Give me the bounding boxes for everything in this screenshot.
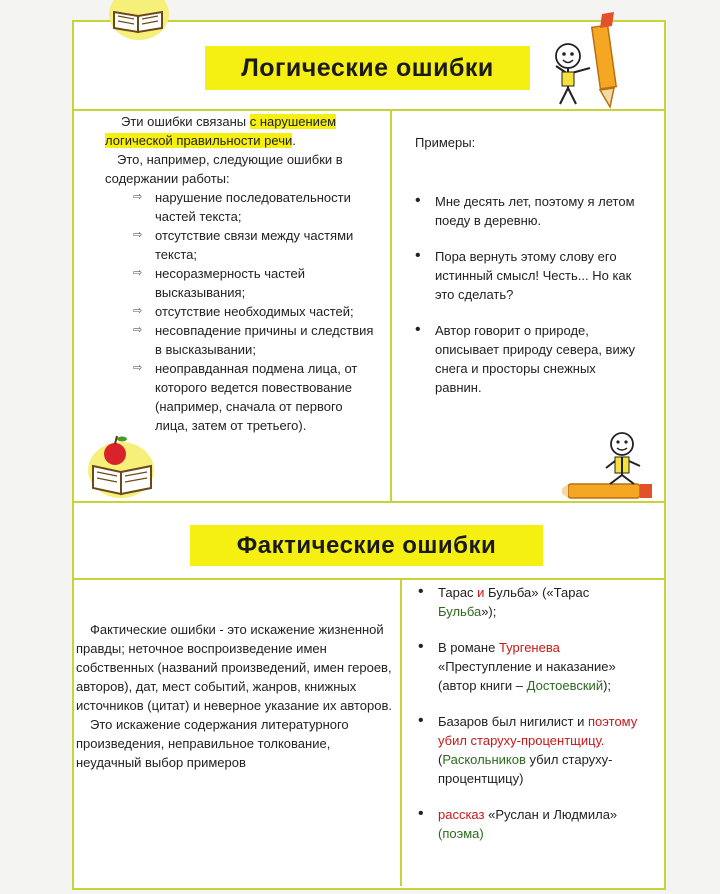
logical-examples xyxy=(415,133,645,414)
logical-error-list xyxy=(105,188,390,435)
divider-factual-columns xyxy=(400,578,402,886)
book-apple-icon-2 xyxy=(85,432,163,502)
arrow-right-icon: ⇨ xyxy=(133,267,143,279)
pencil-kid-sitting-icon xyxy=(562,430,658,502)
list-item: • Пора вернуть этому слову его истинный смысл! Честь... Но как это сделать? xyxy=(415,247,632,302)
divider-logical-columns xyxy=(390,110,392,502)
factual-para-2: Это искажение содержания литературного произведения, неправильное толкование, неудачный выбор примеров xyxy=(76,717,349,770)
list-item: • рассказ «Руслан и Людмила» (поэма) xyxy=(418,805,618,841)
intro-highlight: с нарушением логической правильности речи xyxy=(105,114,337,148)
list-item: • Базаров был нигилист и поэтому убил старуху-процентщицу. (Раскольников убил старуху-процентщицу) xyxy=(418,712,638,786)
divider-factual xyxy=(72,578,666,580)
list-item: • Тарас и Бульба» («Тарас Бульба»); xyxy=(418,583,590,619)
list-item: ⇨ несовпадение причины и следствия в высказывании; xyxy=(133,323,374,357)
factual-para-1: Фактические ошибки - это искажение жизненной правды; неточное воспроизведение имен собственных (названий произведений, имен героев, авторов), дат, мест событий, жанров, книжных источников (цитат) и неверное указание их авторов. xyxy=(76,622,393,713)
list-item: • Автор говорит о природе, описывает природу севера, вижу снега и просторы снежных равнин. xyxy=(415,321,636,395)
list-item: ⇨ несоразмерность частей высказывания; xyxy=(133,266,306,300)
list-item: • Мне десять лет, поэтому я летом поеду в деревню. xyxy=(415,192,635,228)
arrow-right-icon: ⇨ xyxy=(133,305,143,317)
list-item: ⇨ нарушение последовательности частей текста; xyxy=(133,190,351,224)
examples-label: Примеры: xyxy=(415,135,476,150)
logical-intro xyxy=(105,112,390,150)
book-apple-icon xyxy=(108,0,170,42)
logical-description xyxy=(105,112,390,435)
factual-description xyxy=(76,620,396,772)
logical-errors-title: Логические ошибки xyxy=(205,46,530,90)
arrow-right-icon: ⇨ xyxy=(133,229,143,241)
factual-errors-title: Фактические ошибки xyxy=(190,525,543,566)
arrow-right-icon: ⇨ xyxy=(133,324,143,336)
factual-examples xyxy=(418,583,648,860)
intro-text: Эти ошибки связаны xyxy=(121,114,250,129)
logical-intro-2: Это, например, следующие ошибки в содержании работы: xyxy=(105,152,343,186)
arrow-right-icon: ⇨ xyxy=(133,191,143,203)
list-item: • В романе Тургенева «Преступление и наказание» (автор книги – Достоевский); xyxy=(418,638,616,693)
arrow-right-icon: ⇨ xyxy=(133,362,143,374)
list-item: ⇨ отсутствие необходимых частей; xyxy=(133,304,354,319)
intro-end: . xyxy=(292,133,296,148)
pencil-kid-icon xyxy=(540,12,630,112)
list-item: ⇨ неоправданная подмена лица, от которого ведется повествование (например, сначала от первого лица, затем от третьего). xyxy=(133,361,358,433)
list-item: ⇨ отсутствие связи между частями текста; xyxy=(133,228,354,262)
